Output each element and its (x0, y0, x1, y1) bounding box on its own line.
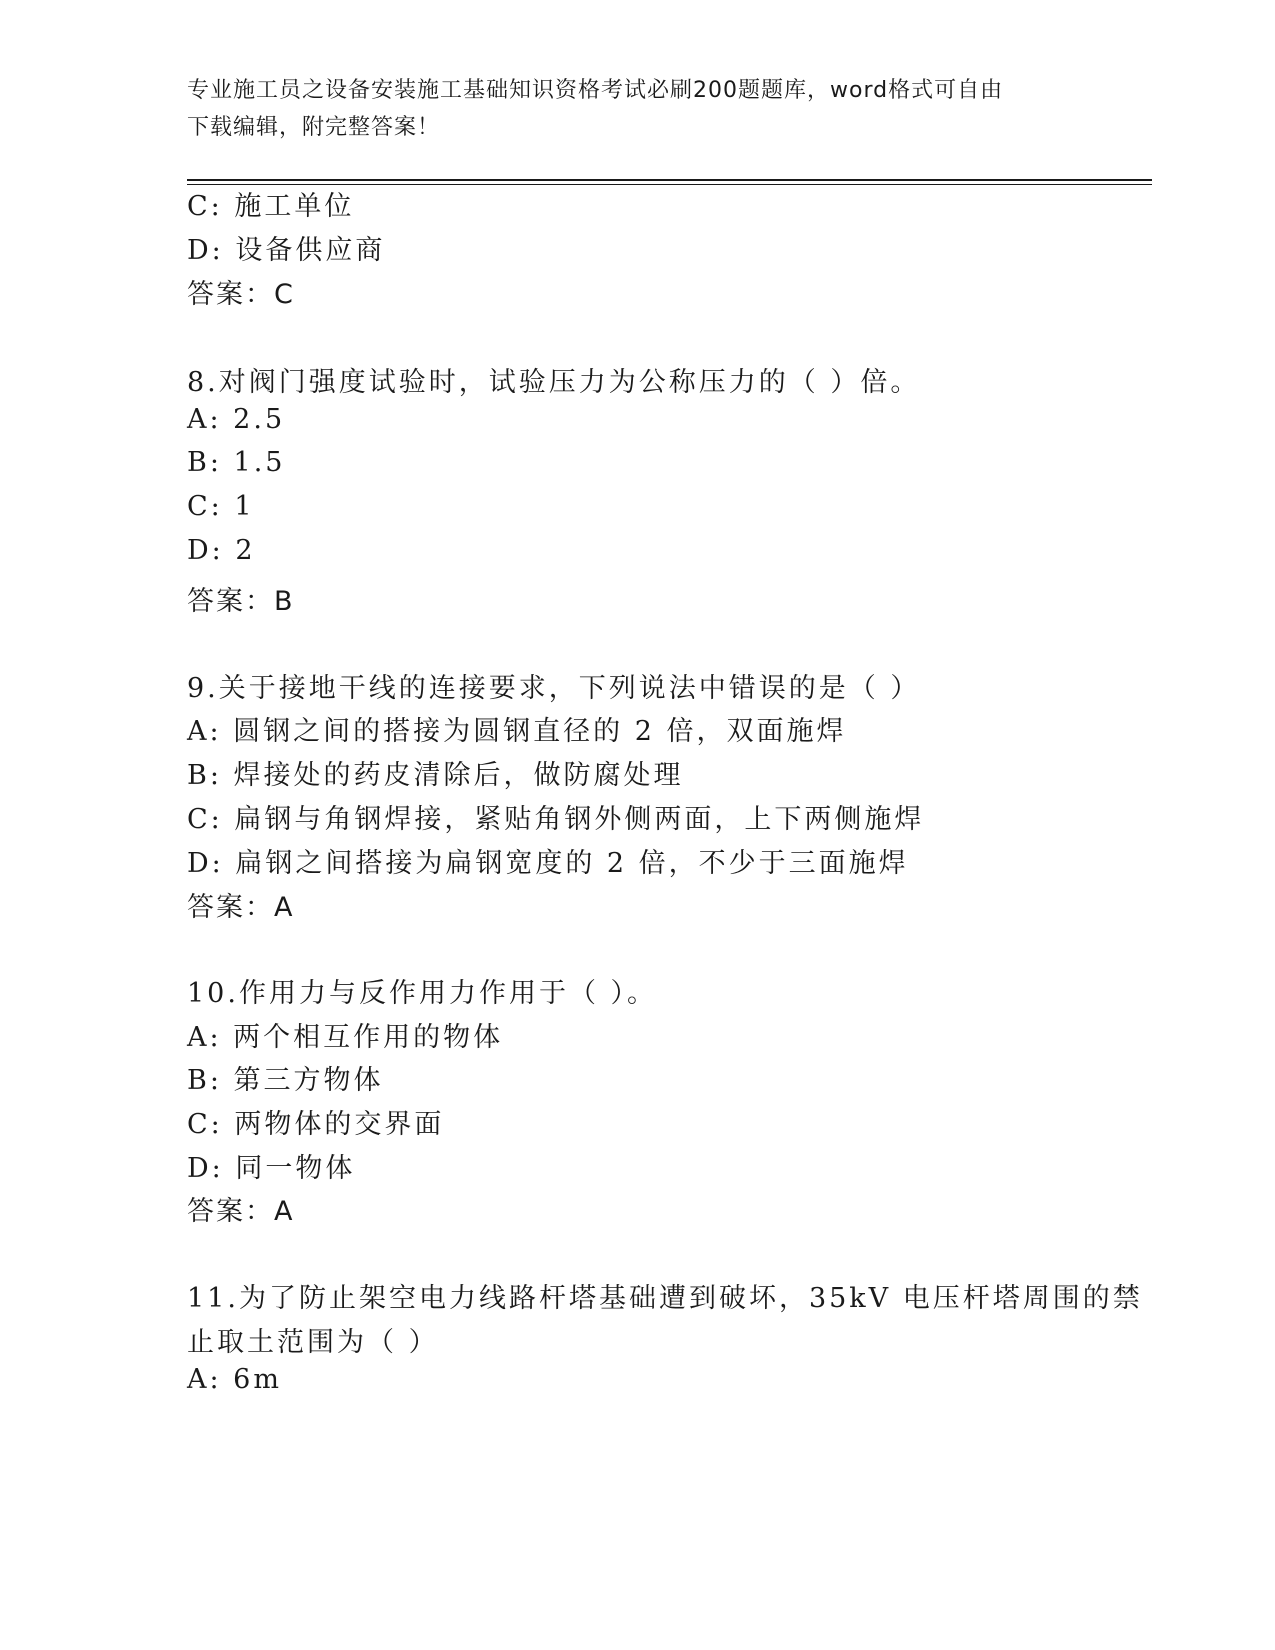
q8-option-c: C: 1 (187, 491, 255, 522)
q10-option-c: C: 两物体的交界面 (187, 1109, 445, 1140)
q10-answer: 答案：A (187, 1196, 295, 1227)
q10-option-a: A: 两个相互作用的物体 (187, 1022, 504, 1053)
q8-option-d: D: 2 (187, 535, 256, 566)
header-title-line-1: 专业施工员之设备安装施工基础知识资格考试必刷200题题库，word格式可自由 (187, 78, 1004, 103)
q9-stem: 9.关于接地干线的连接要求，下列说法中错误的是（ ） (187, 673, 921, 704)
q11-stem-line-1: 11.为了防止架空电力线路杆塔基础遭到破坏，35kV 电压杆塔周围的禁 (187, 1283, 1143, 1314)
q9-option-d: D: 扁钢之间搭接为扁钢宽度的 2 倍，不少于三面施焊 (187, 848, 909, 879)
q11-option-a: A: 6m (187, 1364, 282, 1395)
q8-stem: 8.对阀门强度试验时，试验压力为公称压力的（ ）倍。 (187, 367, 921, 398)
q8-option-a: A: 2.5 (187, 404, 286, 435)
q10-option-b: B: 第三方物体 (187, 1065, 384, 1096)
q9-option-b: B: 焊接处的药皮清除后，做防腐处理 (187, 760, 684, 791)
q9-answer: 答案：A (187, 892, 295, 923)
document-header (187, 72, 1087, 146)
header-title-line-2: 下载编辑，附完整答案！ (187, 115, 441, 140)
q10-stem: 10.作用力与反作用力作用于（ ）。 (187, 978, 658, 1009)
q9-option-a: A: 圆钢之间的搭接为圆钢直径的 2 倍，双面施焊 (187, 716, 847, 747)
q10-option-d: D: 同一物体 (187, 1153, 356, 1184)
q11-stem-line-2: 止取土范围为（ ） (187, 1327, 439, 1358)
q7-option-c: C: 施工单位 (187, 191, 355, 222)
q7-option-d: D: 设备供应商 (187, 235, 386, 266)
q8-answer: 答案：B (187, 586, 295, 617)
header-divider-thick (187, 179, 1152, 181)
q9-option-c: C: 扁钢与角钢焊接，紧贴角钢外侧两面，上下两侧施焊 (187, 804, 925, 835)
q7-answer: 答案：C (187, 279, 295, 310)
q8-option-b: B: 1.5 (187, 447, 286, 478)
